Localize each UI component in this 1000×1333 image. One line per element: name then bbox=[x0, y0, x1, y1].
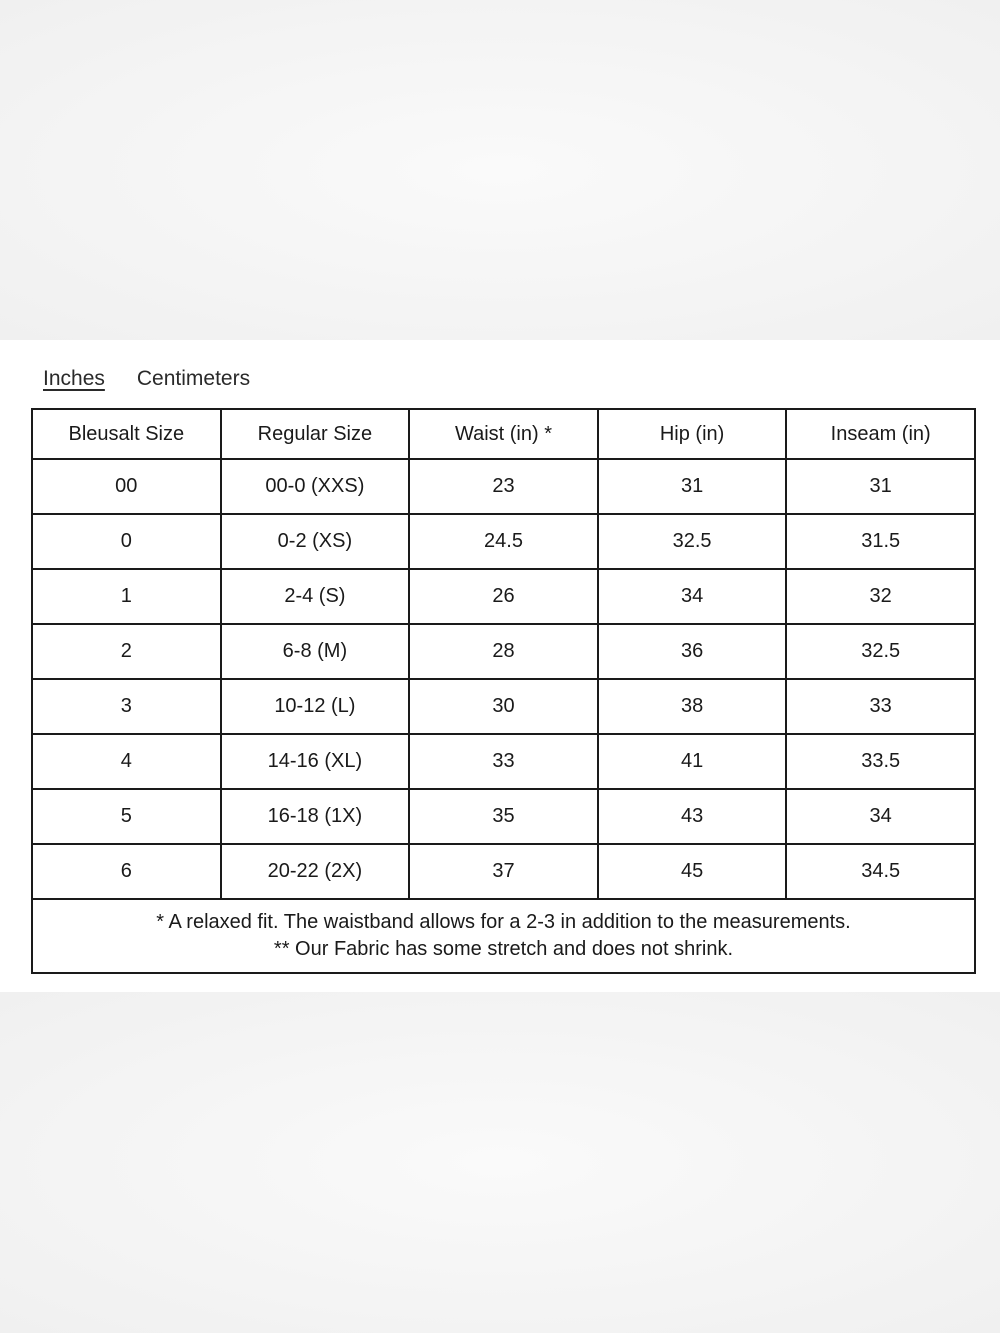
cell-waist: 24.5 bbox=[409, 514, 598, 569]
cell-hip: 31 bbox=[598, 459, 787, 514]
cell-waist: 33 bbox=[409, 734, 598, 789]
note-fabric-stretch: ** Our Fabric has some stretch and does not shrink. bbox=[273, 938, 734, 960]
cell-hip: 38 bbox=[598, 679, 787, 734]
cell-regular-size: 2-4 (S) bbox=[221, 569, 410, 624]
cell-hip: 45 bbox=[598, 844, 787, 899]
cell-hip: 32.5 bbox=[598, 514, 787, 569]
table-row bbox=[32, 569, 975, 624]
size-chart-table bbox=[31, 408, 976, 974]
cell-inseam: 33 bbox=[786, 679, 975, 734]
table-notes bbox=[32, 899, 975, 973]
cell-bleusalt-size: 3 bbox=[32, 679, 221, 734]
unit-tabs bbox=[43, 364, 250, 394]
cell-hip: 43 bbox=[598, 789, 787, 844]
table-row bbox=[32, 789, 975, 844]
table-row bbox=[32, 844, 975, 899]
header-hip: Hip (in) bbox=[598, 409, 787, 459]
cell-waist: 28 bbox=[409, 624, 598, 679]
header-waist: Waist (in) * bbox=[409, 409, 598, 459]
cell-hip: 34 bbox=[598, 569, 787, 624]
cell-regular-size: 20-22 (2X) bbox=[221, 844, 410, 899]
table-header-row bbox=[32, 409, 975, 459]
cell-bleusalt-size: 00 bbox=[32, 459, 221, 514]
cell-inseam: 33.5 bbox=[786, 734, 975, 789]
cell-bleusalt-size: 4 bbox=[32, 734, 221, 789]
cell-inseam: 34.5 bbox=[786, 844, 975, 899]
cell-bleusalt-size: 6 bbox=[32, 844, 221, 899]
table-row bbox=[32, 459, 975, 514]
cell-inseam: 31 bbox=[786, 459, 975, 514]
cell-regular-size: 16-18 (1X) bbox=[221, 789, 410, 844]
cell-waist: 23 bbox=[409, 459, 598, 514]
header-inseam: Inseam (in) bbox=[786, 409, 975, 459]
cell-inseam: 32 bbox=[786, 569, 975, 624]
cell-regular-size: 0-2 (XS) bbox=[221, 514, 410, 569]
note-relaxed-fit: * A relaxed fit. The waistband allows for a 2-3 in addition to the measurements. bbox=[156, 911, 851, 933]
cell-inseam: 32.5 bbox=[786, 624, 975, 679]
tab-centimeters[interactable]: Centimeters bbox=[136, 367, 251, 390]
table-row bbox=[32, 734, 975, 789]
header-bleusalt-size: Bleusalt Size bbox=[32, 409, 221, 459]
cell-inseam: 34 bbox=[786, 789, 975, 844]
header-regular-size: Regular Size bbox=[221, 409, 410, 459]
background-top bbox=[0, 0, 1000, 340]
cell-hip: 41 bbox=[598, 734, 787, 789]
cell-waist: 35 bbox=[409, 789, 598, 844]
tab-inches[interactable]: Inches bbox=[43, 367, 105, 390]
cell-waist: 37 bbox=[409, 844, 598, 899]
cell-waist: 26 bbox=[409, 569, 598, 624]
cell-bleusalt-size: 5 bbox=[32, 789, 221, 844]
table-row bbox=[32, 679, 975, 734]
cell-inseam: 31.5 bbox=[786, 514, 975, 569]
cell-regular-size: 14-16 (XL) bbox=[221, 734, 410, 789]
table-row bbox=[32, 624, 975, 679]
cell-regular-size: 10-12 (L) bbox=[221, 679, 410, 734]
cell-hip: 36 bbox=[598, 624, 787, 679]
cell-bleusalt-size: 1 bbox=[32, 569, 221, 624]
cell-regular-size: 00-0 (XXS) bbox=[221, 459, 410, 514]
cell-bleusalt-size: 0 bbox=[32, 514, 221, 569]
cell-regular-size: 6-8 (M) bbox=[221, 624, 410, 679]
table-notes-row bbox=[32, 899, 975, 973]
table-row bbox=[32, 514, 975, 569]
cell-waist: 30 bbox=[409, 679, 598, 734]
cell-bleusalt-size: 2 bbox=[32, 624, 221, 679]
background-bottom bbox=[0, 992, 1000, 1333]
